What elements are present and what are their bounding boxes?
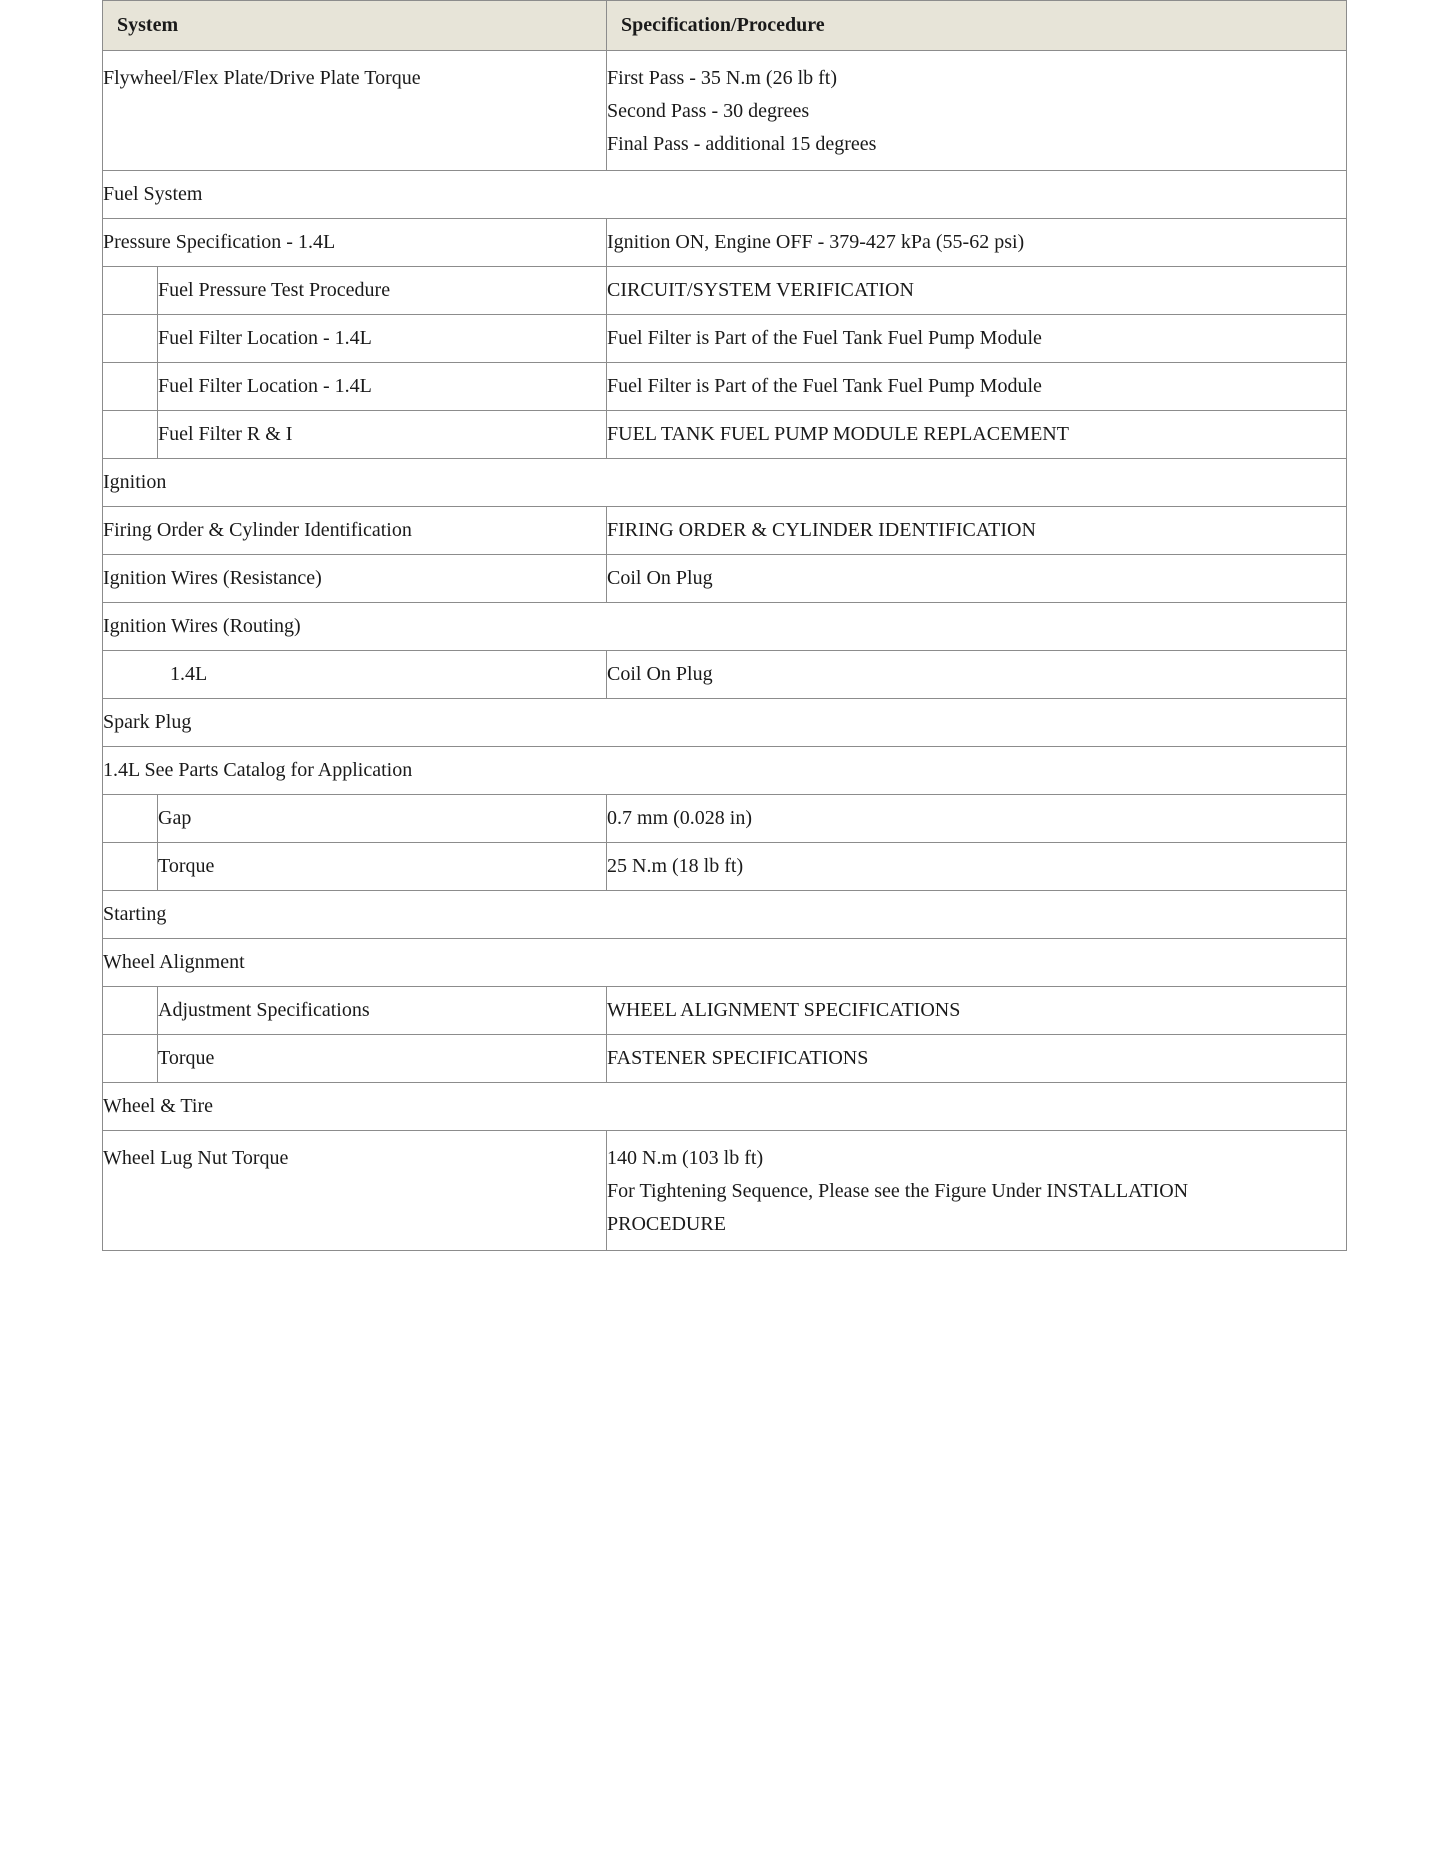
table-row [103,651,1347,699]
table-row [103,1131,1347,1251]
table-row [103,507,1347,555]
section-starting: Starting [103,891,1347,939]
row-system-cell: Torque [158,1035,607,1083]
section-spark-plug: Spark Plug [103,699,1347,747]
section-row [103,747,1347,795]
row-spec-cell: 0.7 mm (0.028 in) [607,795,1347,843]
row-spec-cell: FASTENER SPECIFICATIONS [607,1035,1347,1083]
row-system-cell: Fuel Pressure Test Procedure [158,267,607,315]
row-spec-cell: Coil On Plug [607,651,1347,699]
table-row [103,219,1347,267]
indent-cell [103,987,158,1035]
section-row [103,459,1347,507]
row-system-cell: Wheel Lug Nut Torque [103,1131,607,1251]
row-spec-cell: CIRCUIT/SYSTEM VERIFICATION [607,267,1347,315]
row-spec-cell: WHEEL ALIGNMENT SPECIFICATIONS [607,987,1347,1035]
indent-cell [103,315,158,363]
table-row [103,843,1347,891]
table-row [103,51,1347,171]
table-row [103,987,1347,1035]
row-spec-cell: FUEL TANK FUEL PUMP MODULE REPLACEMENT [607,411,1347,459]
row-spec-cell: First Pass - 35 N.m (26 lb ft) Second Pass - 30 degrees Final Pass - additional 15 degrees [607,51,1347,171]
row-spec-cell: 140 N.m (103 lb ft) For Tightening Sequence, Please see the Figure Under INSTALLATION PROCEDURE [607,1131,1347,1251]
row-system-cell: Torque [158,843,607,891]
section-wheel-tire: Wheel & Tire [103,1083,1347,1131]
row-system-cell: Gap [158,795,607,843]
table-row [103,1035,1347,1083]
section-fuel-system: Fuel System [103,171,1347,219]
table-row [103,411,1347,459]
row-system-cell: Firing Order & Cylinder Identification [103,507,607,555]
table-header-row [103,1,1347,51]
row-spec-cell: Fuel Filter is Part of the Fuel Tank Fuel Pump Module [607,315,1347,363]
table-row [103,555,1347,603]
indent-cell [103,1035,158,1083]
table-row [103,315,1347,363]
row-system-cell: Ignition Wires (Resistance) [103,555,607,603]
row-spec-cell: Fuel Filter is Part of the Fuel Tank Fuel Pump Module [607,363,1347,411]
section-row [103,603,1347,651]
row-spec-cell: FIRING ORDER & CYLINDER IDENTIFICATION [607,507,1347,555]
section-row [103,171,1347,219]
section-ignition: Ignition [103,459,1347,507]
indent-cell [103,795,158,843]
indent-cell [103,267,158,315]
section-row [103,699,1347,747]
section-row [103,1083,1347,1131]
table-row [103,267,1347,315]
row-system-cell: Pressure Specification - 1.4L [103,219,607,267]
section-row [103,891,1347,939]
section-spark-catalog: 1.4L See Parts Catalog for Application [103,747,1347,795]
row-spec-cell: 25 N.m (18 lb ft) [607,843,1347,891]
row-spec-cell: Coil On Plug [607,555,1347,603]
row-system-cell: Fuel Filter Location - 1.4L [158,363,607,411]
indent-cell [103,411,158,459]
section-ignition-wires-routing: Ignition Wires (Routing) [103,603,1347,651]
indent-cell [103,363,158,411]
row-system-cell: Flywheel/Flex Plate/Drive Plate Torque [103,51,607,171]
table-row [103,363,1347,411]
indent-cell [103,843,158,891]
row-system-cell: Adjustment Specifications [158,987,607,1035]
header-specification: Specification/Procedure [607,1,1347,51]
row-system-cell: Fuel Filter Location - 1.4L [158,315,607,363]
table-row [103,795,1347,843]
section-row [103,939,1347,987]
specifications-table [102,0,1347,1251]
section-wheel-alignment: Wheel Alignment [103,939,1347,987]
row-spec-cell: Ignition ON, Engine OFF - 379-427 kPa (55-62 psi) [607,219,1347,267]
row-system-cell: 1.4L [103,651,607,699]
header-system: System [103,1,607,51]
row-system-cell: Fuel Filter R & I [158,411,607,459]
